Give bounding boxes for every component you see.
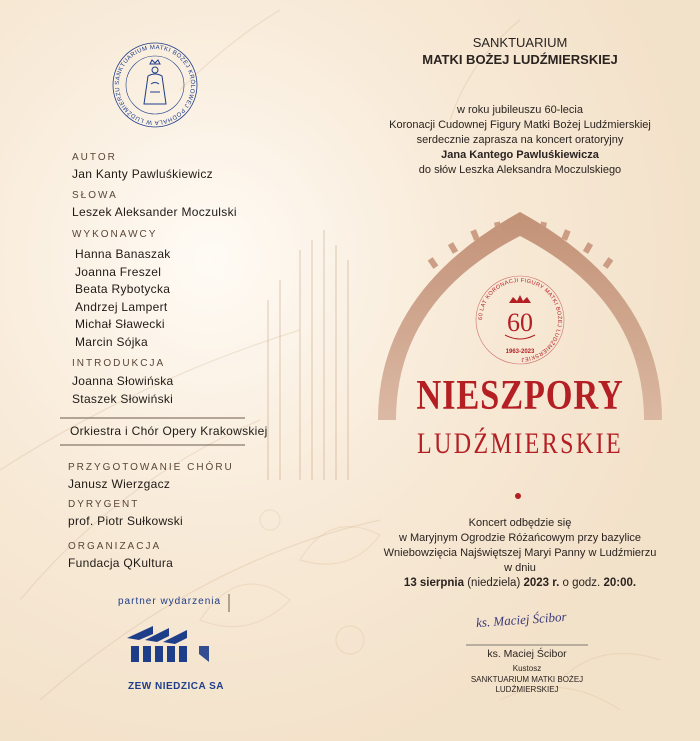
event-line-1: Koncert odbędzie się xyxy=(468,517,572,529)
title-main: NIESZPORY xyxy=(416,373,624,419)
organization-label: ORGANIZACJA xyxy=(68,541,162,552)
signature-role-3: LUDŹMIERSKIEJ xyxy=(495,685,559,694)
intro-line-1: w roku jubileuszu 60-lecia xyxy=(457,104,583,116)
intro-line-2: Koronacji Cudownej Figury Matki Bożej Ludźmierskiej xyxy=(389,119,651,131)
title-sub: LUDŹMIERSKIE xyxy=(416,427,624,460)
words-author: Leszek Aleksander Moczulski xyxy=(72,205,237,219)
event-date: 13 sierpnia xyxy=(403,577,465,589)
words-label: SŁOWA xyxy=(72,190,118,201)
event-time-prefix: o godz. xyxy=(562,577,601,589)
intro-line-3: serdecznie zaprasza na koncert oratoryjny xyxy=(416,134,624,146)
header-sanctuary-name: MATKI BOŻEJ LUDŹMIERSKIEJ xyxy=(422,52,618,67)
emblem-ring-text: SANKTUARIUM MATKI BOŻEJ KRÓLOWEJ PODHALA W LUDŹMIERZU xyxy=(114,44,196,126)
conductor-name: prof. Piotr Sułkowski xyxy=(68,514,184,528)
conductor-label: DYRYGENT xyxy=(68,499,140,510)
partner-logo-text: ZEW NIEDZICA SA xyxy=(128,681,225,692)
signature-name: ks. Maciej Ścibor xyxy=(487,648,567,660)
signature-role-2: SANKTUARIUM MATKI BOŻEJ xyxy=(470,675,584,684)
intro-performer: Staszek Słowiński xyxy=(72,391,174,406)
jubilee-number: 60 xyxy=(507,308,533,337)
event-year: 2023 r. xyxy=(523,577,560,589)
intro-line-4: do słów Leszka Aleksandra Moczulskiego xyxy=(418,164,622,176)
event-time: 20:00. xyxy=(603,577,637,589)
zew-niedzica-logo xyxy=(125,624,215,680)
intro-label: INTRODUKCJA xyxy=(72,358,166,369)
jubilee-years: 1963-2023 xyxy=(505,349,535,355)
choir-prep-name: Janusz Wierzgacz xyxy=(68,477,171,491)
performer: Joanna Freszel xyxy=(75,264,162,279)
partner-label: partner wydarzenia xyxy=(118,596,222,607)
header-sanctuary: SANKTUARIUM xyxy=(472,35,568,50)
performers-list xyxy=(75,246,171,351)
intro-list xyxy=(72,373,174,408)
orchestra-name: Orkiestra i Chór Opery Krakowskiej xyxy=(70,424,268,438)
intro-performer: Joanna Słowińska xyxy=(72,374,174,388)
event-line-2: w Maryjnym Ogrodzie Różańcowym przy bazylice xyxy=(398,532,642,544)
author-name: Jan Kanty Pawluśkiewicz xyxy=(72,167,213,181)
performer: Michał Sławecki xyxy=(75,317,165,331)
sanctuary-emblem xyxy=(110,40,200,130)
event-date-line xyxy=(380,577,660,589)
signature-script: ks. Maciej Ścibor xyxy=(475,608,568,631)
signature-role-1: Kustosz xyxy=(512,664,542,673)
performer: Andrzej Lampert xyxy=(75,299,168,314)
performer: Beata Rybotycka xyxy=(75,282,171,296)
author-label: AUTOR xyxy=(72,152,117,163)
organization-name: Fundacja QKultura xyxy=(68,556,174,570)
jubilee-emblem xyxy=(473,273,567,367)
performers-label: WYKONAWCY xyxy=(72,229,158,240)
performer: Marcin Sójka xyxy=(75,334,148,349)
choir-prep-label: PRZYGOTOWANIE CHÓRU xyxy=(68,462,234,473)
performer: Hanna Banaszak xyxy=(75,247,171,261)
decorative-dot xyxy=(515,493,521,499)
event-day: (niedziela) xyxy=(467,577,521,589)
jubilee-ring-text: 60 LAT KORONACJI FIGURY MATKI BOŻEJ LUDŹMIERSKIEJ xyxy=(477,277,563,363)
event-line-4: w dniu xyxy=(504,562,536,574)
event-line-3: Wniebowzięcia Najświętszej Maryi Panny w Ludźmierzu xyxy=(383,547,657,559)
composer-name: Jana Kantego Pawluśkiewicza xyxy=(441,149,599,161)
